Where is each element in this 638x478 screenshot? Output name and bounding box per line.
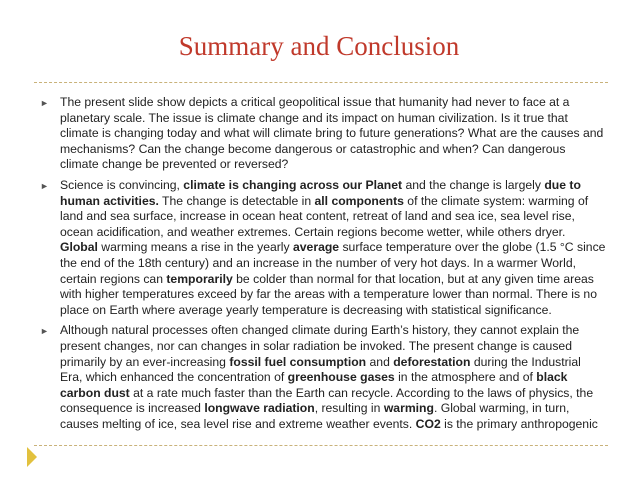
- bullet-text: during the Industrial Era, which enhanced the concentration of: [60, 354, 581, 385]
- bullet-text: is the primary anthropogenic: [440, 416, 598, 431]
- bold-text: warming: [383, 401, 434, 416]
- bullet-text: and the change is largely: [402, 177, 545, 192]
- bullet-text: of the climate system: warming of land and sea surface, increase in ocean heat content, retreat of land and sea ice, sea level rise, ocean acidification, and weather extremes. Certain regions become wetter, while others dryer.: [60, 193, 589, 239]
- slide-title: Summary and Conclusion: [178, 31, 460, 61]
- bullet-text: surface temperature over the globe (1.5 °C since the end of the 18th century) and an increase in the number of very hot days. In a warmer World, certain regions can: [60, 240, 606, 286]
- bullet-text: at a rate much faster than the Earth can recycle. According to the laws of physics, the consequence is increased: [60, 385, 594, 416]
- bold-text: CO2: [415, 416, 441, 431]
- top-divider: [34, 82, 608, 83]
- bullet-arrow-icon: ►: [40, 326, 49, 337]
- bold-text: due to human activities.: [60, 177, 581, 208]
- bold-text: black carbon dust: [60, 370, 568, 400]
- bullet-text: warming means a rise in the yearly: [97, 240, 293, 255]
- bold-text: average: [293, 240, 340, 255]
- bullet-item: [34, 323, 606, 432]
- bold-text: deforestation: [393, 354, 471, 369]
- bold-text: Global: [60, 240, 98, 255]
- bottom-divider: [34, 445, 608, 446]
- bullet-text: be colder than normal for that location, but at any given time areas with higher temperatures exceed by far the areas with a temperature lower than normal. There is no place on Earth where average yearly temperature is decreasing with statistical significance.: [60, 271, 597, 317]
- bold-text: all components: [314, 193, 404, 208]
- bullet-text: The present slide show depicts a critical geopolitical issue that humanity had never to face at a planetary scale. The issue is climate change and its impact on human civilization. Is it true that climate is changing today and what will climate bring to future generations? What are the causes and mechanisms? Can the change become dangerous or catastrophic and when? Can dangerous climate change be prevented or reversed?: [60, 95, 604, 172]
- bullet-list: [34, 95, 606, 437]
- bullet-text: Science is convincing,: [60, 177, 184, 192]
- bullet-text: Although natural processes often changed climate during Earth’s history, they cannot explain the present changes, nor can changes in solar radiation be invoked. The present change is caused primarily by an ever-increasing: [60, 323, 580, 369]
- bullet-text: The change is detectable in: [158, 193, 315, 208]
- bold-text: longwave radiation: [204, 401, 315, 416]
- bold-text: greenhouse gases: [287, 370, 395, 385]
- bullet-text: . Global warming, in turn, causes melting of ice, sea level rise and extreme weather events.: [60, 401, 570, 431]
- bullet-text: and: [366, 354, 394, 369]
- bullet-text: , resulting in: [314, 401, 384, 416]
- bold-text: temporarily: [166, 271, 233, 286]
- bullet-text: in the atmosphere and of: [394, 370, 537, 385]
- bullet-arrow-icon: ►: [40, 180, 49, 191]
- bullet-item: [34, 95, 606, 173]
- bullet-item: [34, 178, 606, 318]
- bold-text: fossil fuel consumption: [229, 354, 367, 369]
- bold-text: climate is changing across our Planet: [183, 177, 403, 192]
- bullet-arrow-icon: ►: [40, 98, 49, 108]
- corner-triangle-icon: [27, 447, 37, 467]
